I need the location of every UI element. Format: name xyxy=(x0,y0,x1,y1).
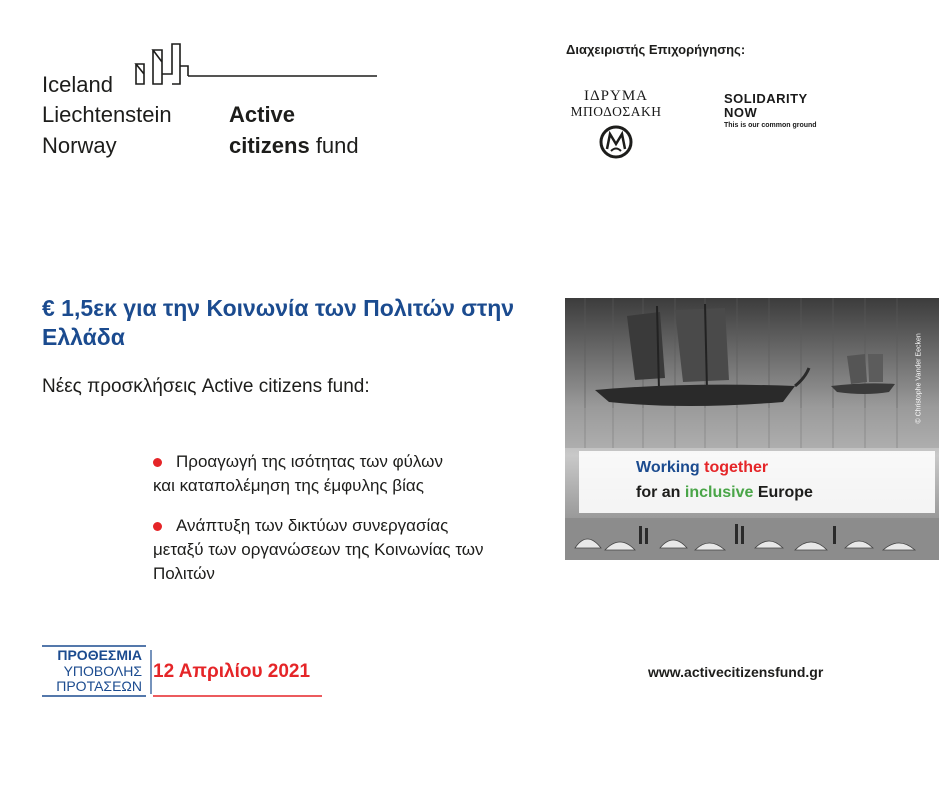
bullet-item xyxy=(153,514,523,586)
country-norway: Norway xyxy=(42,133,117,158)
solidarity-tagline: This is our common ground xyxy=(724,122,817,129)
photo-credit xyxy=(912,300,926,428)
bodossaki-line2: ΜΠΟΔΟΣΑΚΗ xyxy=(570,104,662,119)
slogan-word: together xyxy=(699,459,769,476)
red-bullet-icon xyxy=(153,522,162,531)
boat-photo xyxy=(565,298,939,560)
fund-name-line1: Active xyxy=(229,102,296,127)
fund-name-citizens: citizens xyxy=(229,133,310,158)
country-liechtenstein: Liechtenstein xyxy=(42,102,172,127)
slogan-word: inclusive xyxy=(684,484,754,501)
bullet-item xyxy=(153,450,523,498)
bullet-first-line: Ανάπτυξη των δικτύων συνεργασίας xyxy=(176,516,449,535)
slogan-banner xyxy=(579,451,935,513)
grant-operator-label: Διαχειριστής Επιχορήγησης: xyxy=(566,42,746,57)
deadline-label-line1: ΠΡΟΘΕΣΜΙΑ xyxy=(57,647,142,663)
fund-name-fund: fund xyxy=(309,133,359,158)
bullet-rest: μεταξύ των οργανώσεων της Κοινωνίας των Πολιτών xyxy=(153,540,484,583)
slogan-word: Europe xyxy=(753,484,813,501)
solidarity-line2: NOW xyxy=(724,105,758,120)
headline: € 1,5εκ για την Κοινωνία των Πολιτών στην Ελλάδα xyxy=(42,295,515,350)
solidarity-now-logo xyxy=(724,92,824,129)
bullet-rest: και καταπολέμηση της έμφυλης βίας xyxy=(153,476,424,495)
skyline-logo-icon xyxy=(134,40,379,85)
deadline-date: 12 Απριλίου 2021 xyxy=(153,661,311,682)
bullet-first-line: Προαγωγή της ισότητας των φύλων xyxy=(176,452,443,471)
bodossaki-emblem-icon xyxy=(598,124,634,160)
deadline-label-line3: ΠΡΟΤΑΣΕΩΝ xyxy=(56,678,142,694)
slogan-word: Working xyxy=(636,459,700,476)
photo-illustration xyxy=(565,298,939,560)
slogan-word: for an xyxy=(636,484,685,501)
slogan-line1 xyxy=(636,459,768,477)
bodossaki-line1: ΙΔΡΥΜΑ xyxy=(584,88,648,104)
photo-credit-text: © Christophe Vander Eecken xyxy=(915,333,923,424)
deadline-label-line2: ΥΠΟΒΟΛΗΣ xyxy=(63,662,142,679)
slogan-line2 xyxy=(636,484,813,502)
fund-name-line2 xyxy=(229,133,359,159)
bodossaki-logo xyxy=(566,88,666,165)
subtitle: Νέες προσκλήσεις Active citizens fund: xyxy=(42,376,370,397)
red-bullet-icon xyxy=(153,458,162,467)
website-link[interactable]: www.activecitizensfund.gr xyxy=(648,664,824,680)
country-iceland: Iceland xyxy=(42,72,113,97)
solidarity-line1: SOLIDARITY xyxy=(724,91,808,106)
